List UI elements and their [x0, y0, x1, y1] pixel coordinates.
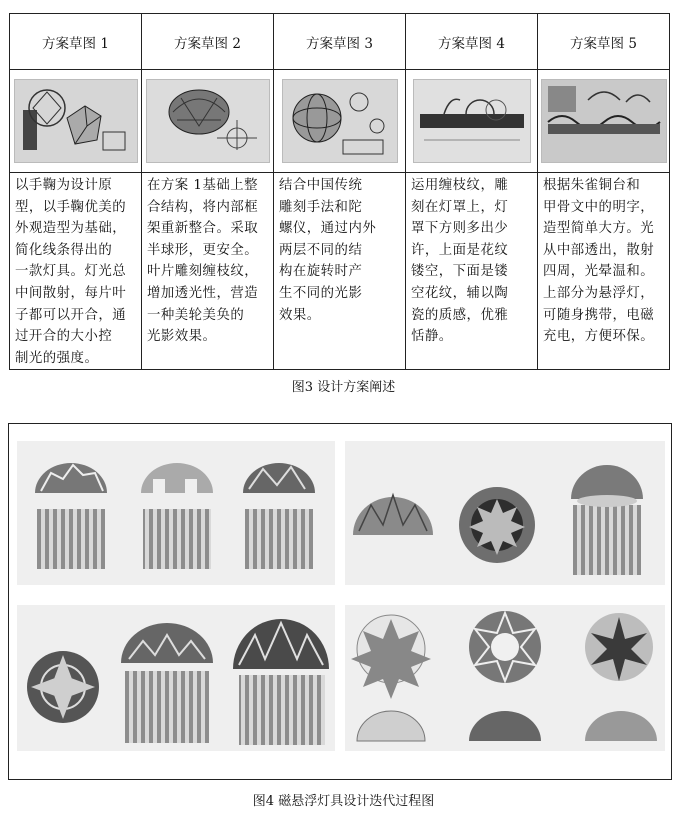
render-panel-top-left [17, 441, 335, 585]
description-line: 充电，方便环保。 [543, 329, 655, 345]
description-line: 型，以手鞠优美的 [15, 199, 127, 215]
header-sketch-3: 方案草图 3 [274, 14, 406, 70]
description-line: 结合中国传统 [279, 178, 363, 193]
description-line: 四周，光晕温和。 [543, 264, 655, 280]
render-panel-bottom-right [345, 605, 665, 751]
description-line: 架重新整合。采取 [147, 221, 259, 237]
description-line: 过开合的大小控 [15, 329, 113, 345]
header-sketch-5: 方案草图 5 [538, 14, 670, 70]
render-image [17, 605, 335, 751]
description-line: 在方案 1基础上整 [147, 178, 259, 193]
sketch-cell-4 [406, 70, 538, 173]
header-sketch-4: 方案草图 4 [406, 14, 538, 70]
description-line: 造型简单大方。光 [543, 221, 655, 237]
description-1 [10, 173, 142, 370]
description-line: 甲骨文中的明字， [543, 199, 655, 215]
sketch-image-4 [413, 79, 531, 163]
description-line: 效果。 [279, 307, 321, 323]
description-line: 罩下方则多出少 [411, 221, 509, 237]
sketch-image-5 [541, 79, 667, 163]
description-line: 上部分为悬浮灯， [543, 285, 655, 301]
figure-4-caption: 图4 磁悬浮灯具设计迭代过程图 [252, 794, 435, 809]
description-line: 增加透光性，营造 [147, 285, 259, 301]
description-line: 一种美轮美奂的 [147, 307, 245, 323]
description-line: 半球形，更安全。 [147, 242, 259, 258]
description-line: 中间散射，每片叶 [15, 285, 127, 301]
description-line: 两层不同的结 [279, 242, 363, 258]
description-line: 根据朱雀铜台和 [543, 178, 641, 193]
render-image [345, 605, 665, 751]
figure-3-caption: 图3 设计方案阐述 [291, 380, 396, 395]
description-line: 螺仪，通过内外 [279, 221, 377, 237]
description-2 [142, 173, 274, 370]
description-line: 制光的强度。 [15, 350, 99, 366]
sketch-image-2 [146, 79, 270, 163]
description-4 [406, 173, 538, 370]
render-panel-top-right [345, 441, 665, 585]
description-line: 从中部透出，散射 [543, 242, 655, 258]
sketch-cell-2 [142, 70, 274, 173]
description-line: 外观造型为基础， [15, 221, 127, 237]
description-line: 生不同的光影 [279, 285, 363, 301]
description-line: 雕刻手法和陀 [279, 199, 363, 215]
description-line: 可随身携带，电磁 [543, 307, 655, 323]
description-line: 叶片雕刻缠枝纹， [147, 264, 259, 280]
description-line: 子都可以开合，通 [15, 307, 127, 323]
description-line: 光影效果。 [147, 329, 217, 345]
description-line: 一款灯具。灯光总 [15, 264, 127, 280]
sketch-image-3 [282, 79, 398, 163]
sketch-cell-5 [538, 70, 670, 173]
header-sketch-1: 方案草图 1 [10, 14, 142, 70]
description-line: 瓷的质感，优雅 [411, 307, 509, 323]
description-line: 许，上面是花纹 [411, 242, 509, 258]
description-line: 构在旋转时产 [279, 264, 363, 280]
description-line: 简化线条得出的 [15, 242, 113, 258]
sketch-cell-3 [274, 70, 406, 173]
header-sketch-2: 方案草图 2 [142, 14, 274, 70]
description-line: 以手鞠为设计原 [15, 178, 113, 193]
render-panel-bottom-left [17, 605, 335, 751]
description-5 [538, 173, 670, 370]
description-line: 合结构，将内部框 [147, 199, 259, 215]
description-line: 空花纹，辅以陶 [411, 285, 509, 301]
figure-4-frame [8, 423, 672, 780]
design-table [9, 13, 670, 370]
render-image [345, 441, 665, 585]
sketch-cell-1 [10, 70, 142, 173]
sketch-image-1 [14, 79, 138, 163]
render-image [17, 441, 335, 585]
description-line: 镂空，下面是镂 [411, 264, 509, 280]
description-3 [274, 173, 406, 370]
description-line: 恬静。 [411, 329, 453, 345]
description-line: 运用缠枝纹，雕 [411, 178, 509, 193]
description-line: 刻在灯罩上，灯 [411, 199, 509, 215]
